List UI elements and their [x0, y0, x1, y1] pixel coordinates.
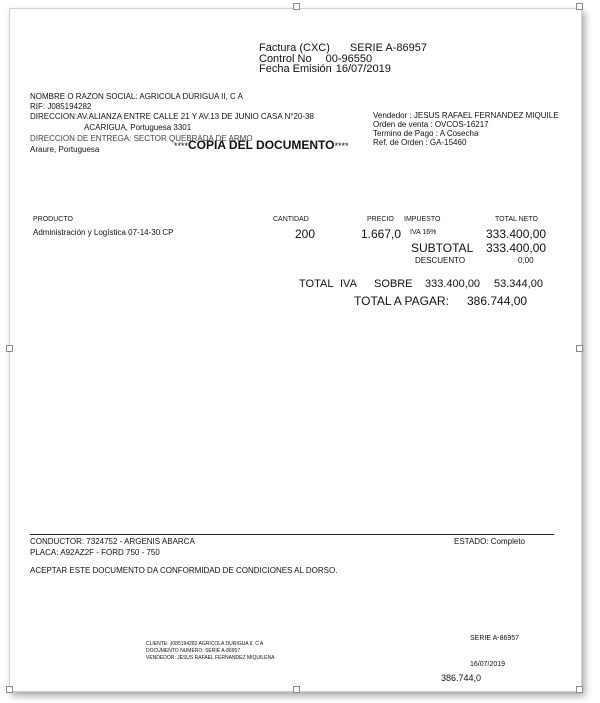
resize-handle-bottom[interactable]: [293, 686, 300, 693]
row-cantidad: 200: [295, 227, 316, 241]
iva-value: 53.344,00: [494, 278, 543, 290]
footer-divider: [30, 534, 554, 535]
total-a-pagar-value: 386.744,00: [467, 294, 528, 308]
stub-seller: VENDEDOR: JESUS RAFAEL FERNANDEZ MIQUILENA: [146, 655, 275, 661]
customer-address: DIRECCION:AV.ALIANZA ENTRE CALLE 21 Y AV.13 DE JUNIO CASA N°20-38: [30, 112, 314, 121]
iva-label: IVA: [340, 278, 357, 290]
column-header-producto: PRODUCTO: [33, 216, 73, 223]
column-header-total-neto: TOTAL NETO: [495, 216, 538, 223]
customer-city: ACARIGUA, Portuguesa 3301: [84, 123, 192, 132]
row-impuesto: IVA 16%: [410, 229, 437, 236]
document-page: [9, 8, 582, 692]
control-number: Control No 00-96550: [259, 53, 373, 65]
sales-order: Orden de venta : OVCOS-16217: [373, 120, 489, 129]
sobre-value: 333.400,00: [425, 278, 481, 290]
row-producto: Administración y Logística 07-14-30 CP: [33, 228, 174, 237]
row-total-neto: 333.400,00: [486, 227, 547, 241]
seller-name: Vendedor : JESUS RAFAEL FERNANDEZ MIQUILE: [373, 111, 559, 120]
sobre-label: SOBRE: [374, 278, 413, 290]
customer-name: NOMBRE O RAZON SOCIAL: AGRICOLA DURIGUA II, C A: [30, 92, 243, 101]
resize-handle-left[interactable]: [6, 345, 13, 352]
row-precio: 1.667,0: [361, 227, 402, 241]
subtotal-label: SUBTOTAL: [411, 241, 474, 255]
descuento-label: DESCUENTO: [415, 256, 466, 265]
resize-handle-bottom-left[interactable]: [6, 686, 13, 693]
resize-handle-right[interactable]: [576, 345, 583, 352]
stub-serie: SERIE A-86957: [470, 635, 520, 642]
stub-amount: 386.744,0: [441, 673, 482, 683]
stub-document: DOCUMENTO NUMERO: SERIE A-86957: [146, 648, 241, 654]
resize-handle-top-right[interactable]: [576, 3, 583, 10]
stub-date: 16/07/2019: [470, 661, 506, 668]
invoice-title: Factura (CXC) SERIE A-86957: [259, 42, 427, 54]
column-header-precio: PRECIO: [367, 216, 394, 223]
issue-date: Fecha Emisión 16/07/2019: [259, 63, 391, 75]
column-header-impuesto: IMPUESTO: [404, 216, 441, 223]
customer-rif: RIF: J085194282: [30, 102, 92, 111]
delivery-city: Araure, Portuguesa: [30, 145, 100, 154]
delivery-address: DIRECCION DE ENTREGA: SECTOR QUEBRADA DE ARMO: [30, 134, 253, 143]
acceptance-note: ACEPTAR ESTE DOCUMENTO DA CONFORMIDAD DE CONDICIONES AL DORSO.: [30, 566, 338, 575]
copy-watermark: ****COPIA DEL DOCUMENTO****: [174, 138, 349, 152]
resize-handle-bottom-right[interactable]: [576, 686, 583, 693]
order-reference: Ref. de Orden : GA-15460: [373, 138, 467, 147]
payment-terms: Termino de Pago : A Cosecha: [373, 129, 479, 138]
driver-info: CONDUCTOR: 7324752 - ARGENIS ABARCA: [30, 537, 195, 546]
subtotal-value: 333.400,00: [486, 241, 547, 255]
column-header-cantidad: CANTIDAD: [273, 216, 309, 223]
status-text: ESTADO: Completo: [454, 537, 525, 546]
total-label: TOTAL: [299, 278, 334, 290]
descuento-value: 0,00: [518, 256, 534, 265]
total-a-pagar-label: TOTAL A PAGAR:: [354, 294, 449, 308]
resize-handle-top[interactable]: [293, 3, 300, 10]
plate-info: PLACA: A92AZ2F - FORD 750 - 750: [30, 548, 160, 557]
stub-client: CLIENTE: J085194282 AGRICOLA DURIGUA II, C A: [146, 641, 264, 647]
